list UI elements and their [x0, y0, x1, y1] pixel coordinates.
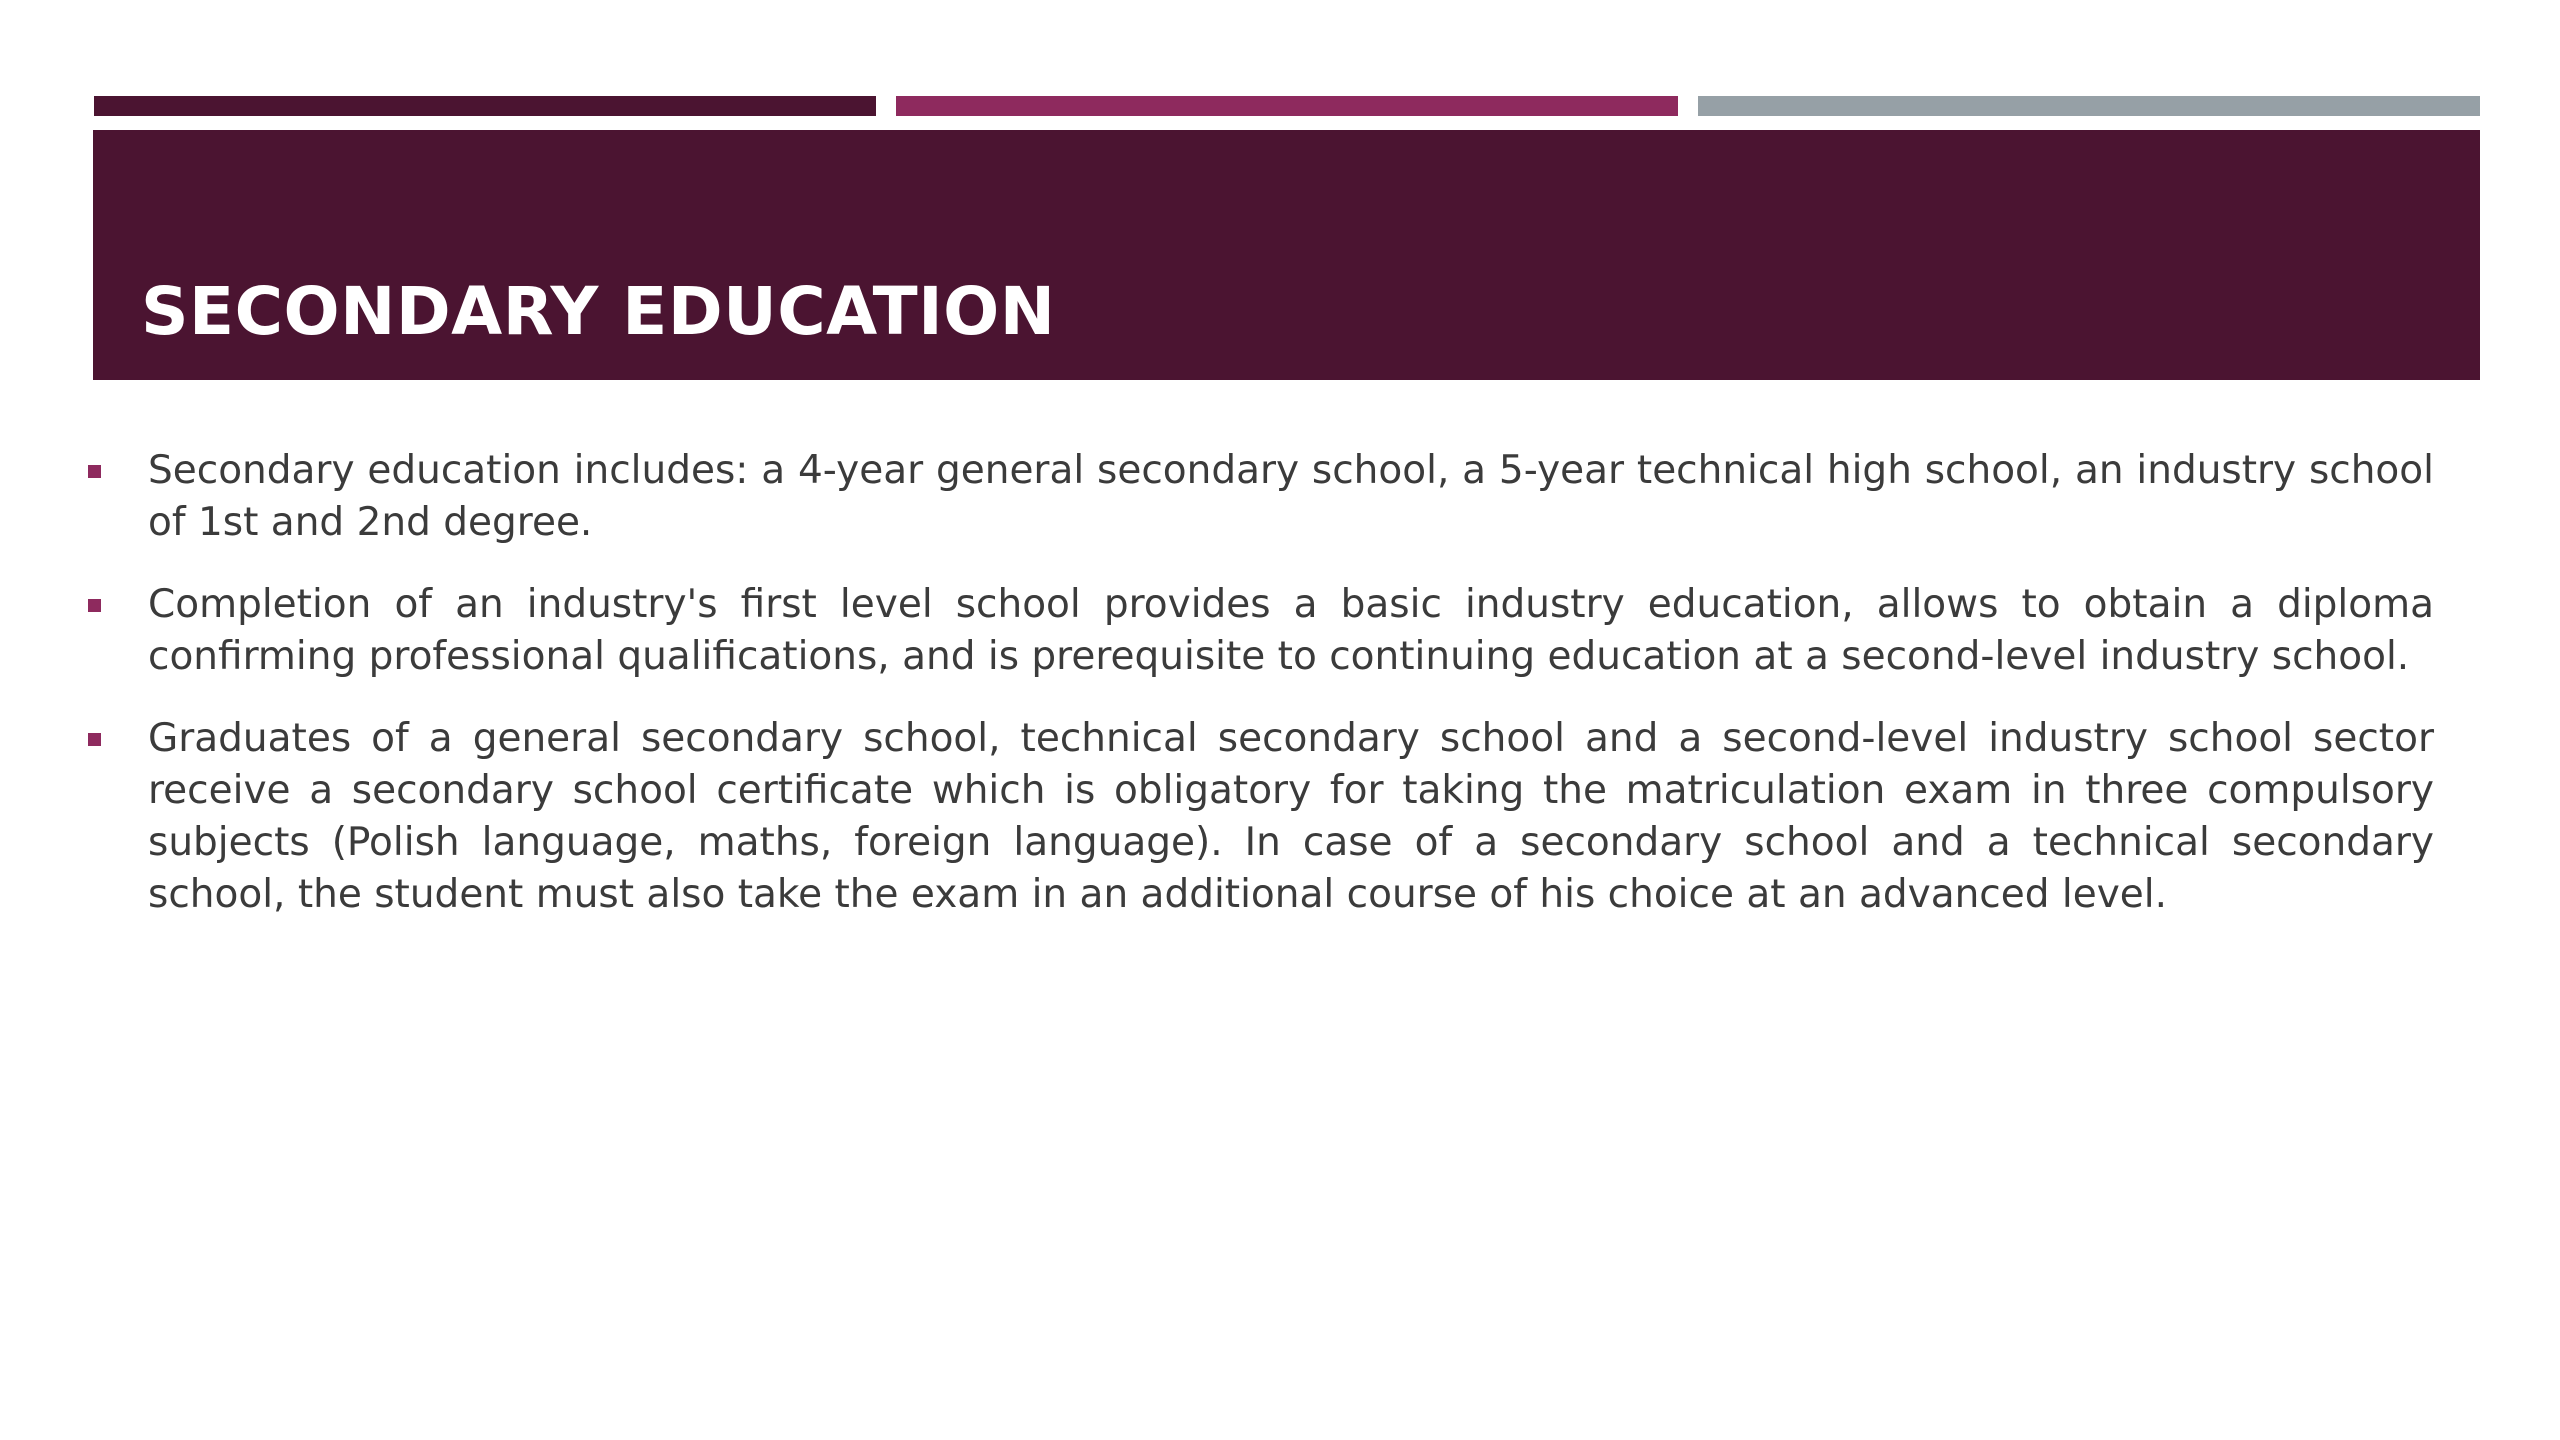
accent-bar-gray — [1698, 96, 2480, 116]
accent-bar-dark — [94, 96, 876, 116]
bullet-list — [86, 445, 2434, 951]
accent-bar-magenta — [896, 96, 1678, 116]
bullet-item — [86, 579, 2434, 683]
bullet-text: Completion of an industry's first level school provides a basic industry education, allows to obtain a diploma confirming professional qualifications, and is prerequisite to continuing education at a second-level industry school. — [148, 582, 2434, 679]
square-bullet-icon — [88, 465, 101, 478]
bullet-item — [86, 445, 2434, 549]
slide-title: SECONDARY EDUCATION — [141, 273, 1056, 350]
bullet-text: Graduates of a general secondary school, technical secondary school and a second-level industry school sector receive a secondary school certificate which is obligatory for taking the matriculation exam in three compulsory subjects (Polish language, maths, foreign language). In case of a secondary school and a technical secondary school, the student must also take the exam in an additional course of his choice at an advanced level. — [148, 716, 2434, 917]
bullet-text: Secondary education includes: a 4-year general secondary school, a 5-year technical high school, an industry school of 1st and 2nd degree. — [148, 448, 2434, 545]
square-bullet-icon — [88, 599, 101, 612]
square-bullet-icon — [88, 733, 101, 746]
bullet-item — [86, 713, 2434, 921]
title-band — [93, 130, 2480, 380]
